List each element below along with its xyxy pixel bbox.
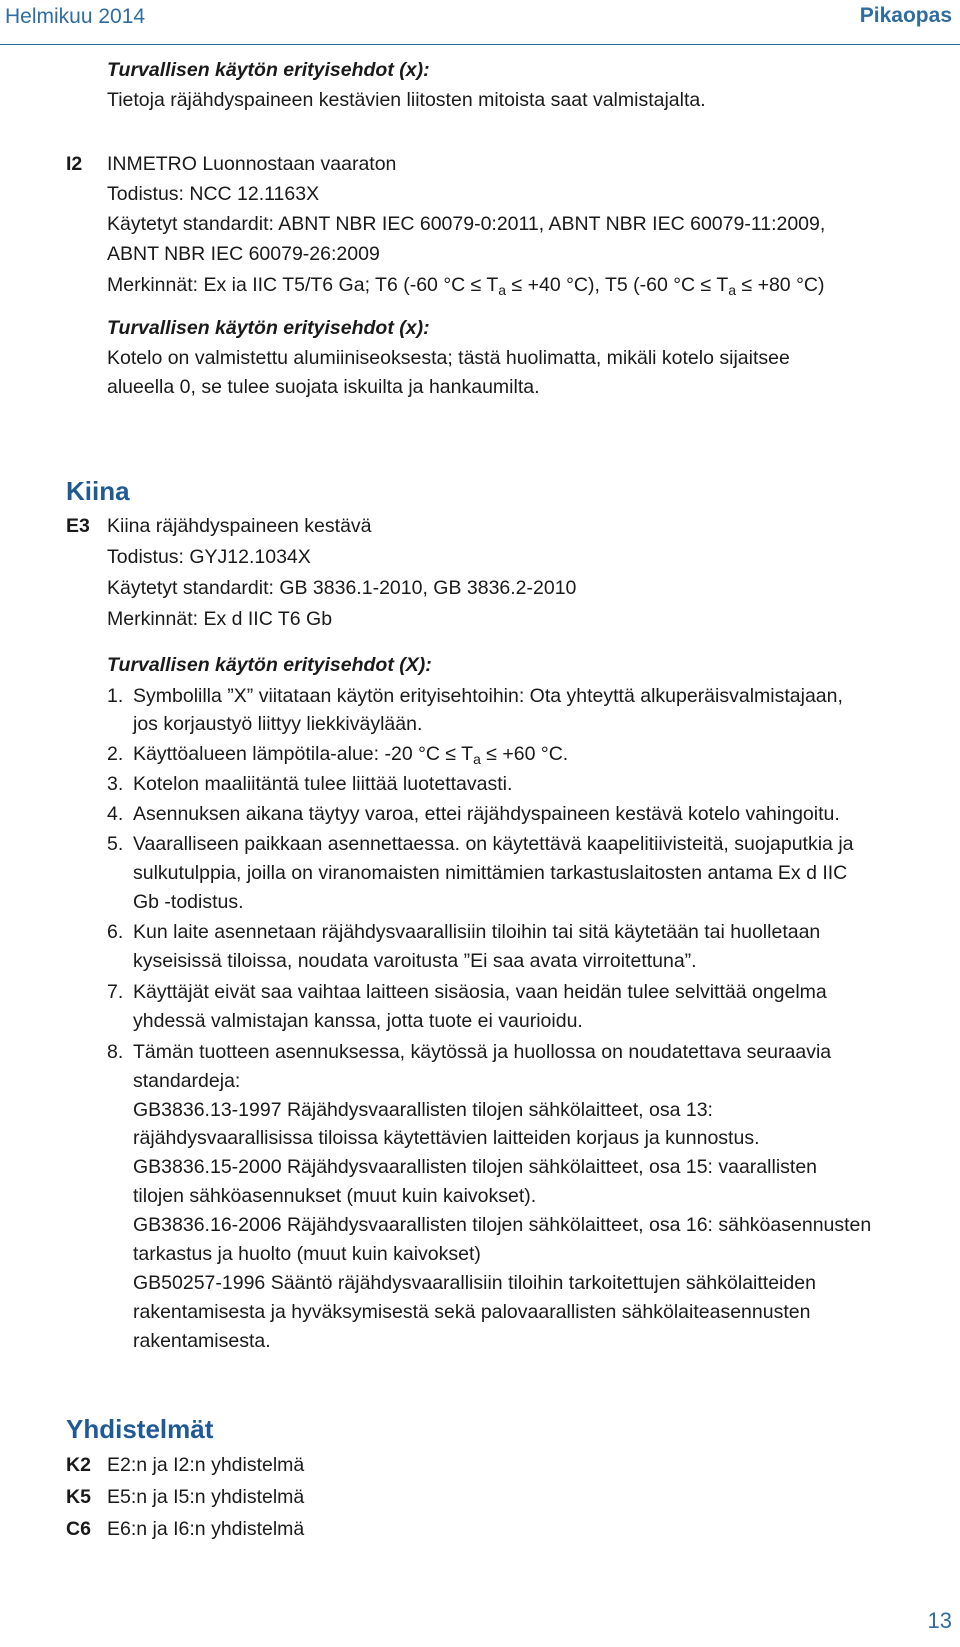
header-date: Helmikuu 2014 bbox=[5, 5, 146, 28]
certificate-line: Käytetyt standardit: GB 3836.1-2010, GB 3836.2-2010 bbox=[107, 577, 577, 599]
list-item-text: GB3836.16-2006 Räjähdysvaarallisten tilojen sähkölaitteet, osa 16: sähköasennusten bbox=[133, 1214, 872, 1236]
list-item-text: tarkastus ja huolto (muut kuin kaivokset) bbox=[133, 1243, 481, 1265]
list-number: 3. bbox=[107, 773, 124, 795]
list-item-text: Tämän tuotteen asennuksessa, käytössä ja huollossa on noudatettava seuraavia bbox=[133, 1041, 832, 1063]
list-item-text: standardeja: bbox=[133, 1070, 241, 1092]
list-item-text: jos korjaustyö liittyy liekkiväylään. bbox=[133, 713, 423, 735]
list-number: 8. bbox=[107, 1041, 124, 1063]
list-number: 4. bbox=[107, 803, 124, 825]
header-rule bbox=[0, 44, 960, 45]
list-item-text: GB3836.15-2000 Räjähdysvaarallisten tilojen sähkölaitteet, osa 15: vaarallisten bbox=[133, 1156, 818, 1178]
special-conditions-title: Turvallisen käytön erityisehdot (x): bbox=[107, 59, 430, 81]
list-item-text: yhdessä valmistajan kanssa, jotta tuote ei vaurioidu. bbox=[133, 1010, 583, 1032]
combination-text: E5:n ja I5:n yhdistelmä bbox=[107, 1486, 305, 1508]
page-number: 13 bbox=[927, 1608, 952, 1633]
page-header bbox=[0, 0, 960, 46]
header-doc-type: Pikaopas bbox=[859, 4, 952, 27]
option-code: C6 bbox=[66, 1518, 91, 1540]
combination-text: E6:n ja I6:n yhdistelmä bbox=[107, 1518, 305, 1540]
list-item-text: Käyttöalueen lämpötila-alue: -20 $^\circ C \le T_a \le +60$ °C. bbox=[133, 743, 569, 767]
certificate-line: Todistus: GYJ12.1034X bbox=[107, 546, 311, 568]
list-number: 7. bbox=[107, 981, 124, 1003]
list-item-text: rakentamisesta ja hyväksymisestä sekä palovaarallisten sähkölaiteasennusten bbox=[133, 1301, 811, 1323]
list-number: 1. bbox=[107, 685, 124, 707]
certificate-line: Käytetyt standardit: ABNT NBR IEC 60079-0:2011, ABNT NBR IEC 60079-11:2009, bbox=[107, 213, 826, 235]
list-item-text: GB3836.13-1997 Räjähdysvaarallisten tilojen sähkölaitteet, osa 13: bbox=[133, 1099, 713, 1121]
special-conditions-text: Kotelo on valmistettu alumiiniseoksesta; tästä huolimatta, mikäli kotelo sijaitsee bbox=[107, 347, 790, 369]
list-item-text: sulkutulppia, joilla on viranomaisten nimittämien tarkastuslaitosten antama Ex d IIC bbox=[133, 862, 848, 884]
special-conditions-text: alueella 0, se tulee suojata iskuilta ja hankaumilta. bbox=[107, 376, 540, 398]
markings-line: Merkinnät: Ex ia IIC T5/T6 Ga; T6 (-60 $^\circ C \le T_a \le +40$ °C), T5 (-60 $^\circ C \le T_a \le +80$ °C) bbox=[107, 274, 825, 298]
certificate-line: ABNT NBR IEC 60079-26:2009 bbox=[107, 243, 380, 265]
list-item-text: Vaaralliseen paikkaan asennettaessa. on käytettävä kaapelitiivisteitä, suojaputkia ja bbox=[133, 833, 854, 855]
list-item-text: rakentamisesta. bbox=[133, 1330, 271, 1352]
option-code: K2 bbox=[66, 1454, 91, 1476]
special-conditions-text: Tietoja räjähdyspaineen kestävien liitosten mitoista saat valmistajalta. bbox=[107, 89, 706, 111]
list-item-text: Asennuksen aikana täytyy varoa, ettei räjähdyspaineen kestävä kotelo vahingoitu. bbox=[133, 803, 840, 825]
certificate-line: INMETRO Luonnostaan vaaraton bbox=[107, 153, 397, 175]
list-item-text: Käyttäjät eivät saa vaihtaa laitteen sisäosia, vaan heidän tulee selvittää ongelma bbox=[133, 981, 827, 1003]
combination-text: E2:n ja I2:n yhdistelmä bbox=[107, 1454, 305, 1476]
option-code: K5 bbox=[66, 1486, 91, 1508]
list-number: 6. bbox=[107, 921, 124, 943]
list-item-text: Symbolilla ”X” viitataan käytön erityisehtoihin: Ota yhteyttä alkuperäisvalmistajaan, bbox=[133, 685, 843, 707]
special-conditions-title: Turvallisen käytön erityisehdot (X): bbox=[107, 654, 432, 676]
list-item-text: Kotelon maaliitäntä tulee liittää luotettavasti. bbox=[133, 773, 513, 795]
list-item-text: räjähdysvaarallisissa tiloissa käytettävien laitteiden korjaus ja kunnostus. bbox=[133, 1127, 760, 1149]
certificate-line: Merkinnät: Ex d IIC T6 Gb bbox=[107, 608, 333, 630]
list-item-text: Gb -todistus. bbox=[133, 891, 244, 913]
list-number: 5. bbox=[107, 833, 124, 855]
section-heading: Kiina bbox=[66, 476, 130, 506]
list-item-text: GB50257-1996 Sääntö räjähdysvaarallisiin tiloihin tarkoitettujen sähkölaitteiden bbox=[133, 1272, 816, 1294]
list-item-text: Kun laite asennetaan räjähdysvaarallisiin tiloihin tai sitä käytetään tai huolletaan bbox=[133, 921, 821, 943]
section-heading: Yhdistelmät bbox=[66, 1414, 214, 1444]
certificate-line: Kiina räjähdyspaineen kestävä bbox=[107, 515, 372, 537]
special-conditions-title: Turvallisen käytön erityisehdot (x): bbox=[107, 317, 430, 339]
list-number: 2. bbox=[107, 743, 124, 765]
list-item-text: tilojen sähköasennukset (muut kuin kaivokset). bbox=[133, 1185, 537, 1207]
option-code: E3 bbox=[66, 515, 90, 537]
list-item-text: kyseisissä tiloissa, noudata varoitusta ”Ei saa avata virroitettuna”. bbox=[133, 950, 697, 972]
option-code: I2 bbox=[66, 153, 83, 175]
certificate-line: Todistus: NCC 12.1163X bbox=[107, 183, 320, 205]
